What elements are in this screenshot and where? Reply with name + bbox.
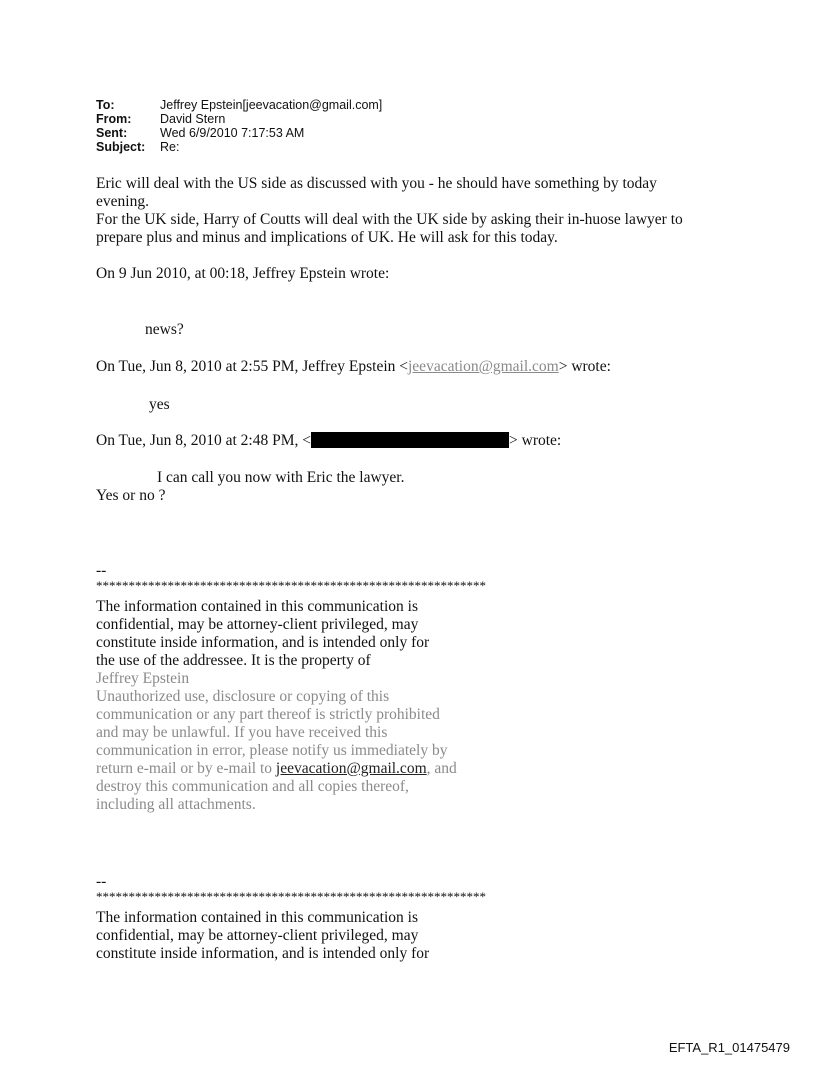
- quote3-line-2: Yes or no ?: [96, 487, 166, 504]
- quote2-text: yes: [149, 396, 170, 413]
- message-line-2: evening.: [96, 193, 149, 210]
- disclaimer1-line-5: Jeffrey Epstein: [96, 670, 190, 687]
- disclaimer1-line-10: [96, 760, 457, 778]
- subject-value: Re:: [160, 140, 180, 154]
- sent-value: Wed 6/9/2010 7:17:53 AM: [160, 126, 305, 140]
- quote2-intro: [96, 358, 611, 376]
- quote2-email-link[interactable]: jeevacation@gmail.com: [408, 358, 559, 375]
- quote1-intro: On 9 Jun 2010, at 00:18, Jeffrey Epstein wrote:: [96, 265, 390, 282]
- to-value: Jeffrey Epstein[jeevacation@gmail.com]: [160, 98, 383, 112]
- header-to: [96, 98, 382, 112]
- message-line-1: Eric will deal with the US side as discussed with you - he should have something by today: [96, 175, 657, 192]
- disclaimer2-stars: ************************************************************: [96, 889, 486, 904]
- header-from: [96, 112, 225, 126]
- disclaimer1-line-8: and may be unlawful. If you have received this: [96, 724, 388, 741]
- subject-label: Subject:: [96, 140, 146, 154]
- disclaimer1-dashes: --: [96, 562, 107, 579]
- quote3-intro-after: > wrote:: [509, 432, 562, 449]
- document-id: EFTA_R1_01475479: [668, 1040, 790, 1055]
- quote1-text: news?: [145, 321, 184, 338]
- disclaimer1-line-7: communication or any part thereof is strictly prohibited: [96, 706, 440, 723]
- quote2-intro-before: On Tue, Jun 8, 2010 at 2:55 PM, Jeffrey Epstein <: [96, 358, 408, 375]
- message-line-3: For the UK side, Harry of Coutts will deal with the UK side by asking their in-huose lawyer to: [96, 211, 683, 228]
- to-label: To:: [96, 98, 115, 112]
- disclaimer2-dashes: --: [96, 873, 107, 890]
- header-subject: [96, 140, 179, 154]
- disclaimer1-line-2: confidential, may be attorney-client privileged, may: [96, 616, 419, 633]
- disclaimer1-line-6: Unauthorized use, disclosure or copying of this: [96, 688, 390, 705]
- quote3-intro-before: On Tue, Jun 8, 2010 at 2:48 PM, <: [96, 432, 312, 449]
- disclaimer1-line-3: constitute inside information, and is intended only for: [96, 634, 430, 651]
- disclaimer1-stars: ************************************************************: [96, 578, 486, 593]
- disclaimer1-line-12: including all attachments.: [96, 796, 256, 813]
- from-label: From:: [96, 112, 132, 126]
- disclaimer1-line-10-before: return e-mail or by e-mail to: [96, 760, 276, 777]
- disclaimer1-email-link[interactable]: jeevacation@gmail.com: [275, 760, 427, 777]
- disclaimer1-line-9: communication in error, please notify us immediately by: [96, 742, 448, 759]
- redaction-box: [311, 432, 509, 448]
- quote3-intro: [96, 432, 561, 450]
- disclaimer2-line-2: confidential, may be attorney-client privileged, may: [96, 927, 419, 944]
- disclaimer1-line-10-after: , and: [426, 760, 457, 777]
- from-value: David Stern: [160, 112, 226, 126]
- disclaimer1-line-4: the use of the addressee. It is the property of: [96, 652, 371, 669]
- message-line-4: prepare plus and minus and implications of UK. He will ask for this today.: [96, 229, 558, 246]
- disclaimer1-line-1: The information contained in this communication is: [96, 598, 418, 615]
- disclaimer1-line-11: destroy this communication and all copies thereof,: [96, 778, 409, 795]
- sent-label: Sent:: [96, 126, 128, 140]
- header-sent: [96, 126, 304, 140]
- quote2-intro-after: > wrote:: [558, 358, 611, 375]
- disclaimer2-line-3: constitute inside information, and is intended only for: [96, 945, 430, 962]
- quote3-line-1: I can call you now with Eric the lawyer.: [157, 469, 405, 486]
- disclaimer2-line-1: The information contained in this communication is: [96, 909, 418, 926]
